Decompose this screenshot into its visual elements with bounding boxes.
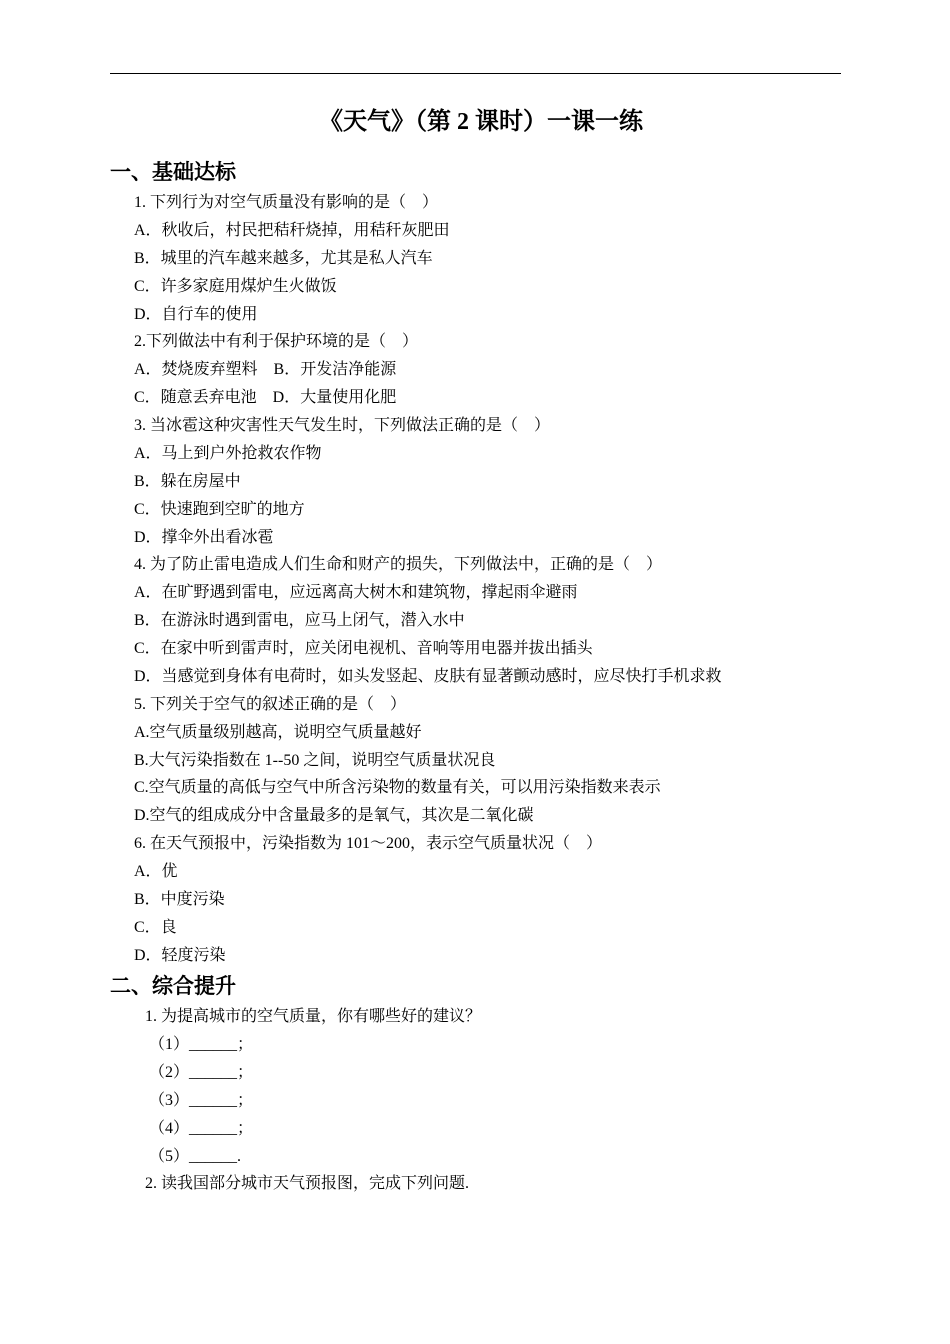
- q3-option-d: D．撑伞外出看冰雹: [134, 529, 274, 546]
- answer-blank-2: （2）______；: [149, 1064, 254, 1081]
- answer-blank-3: （3）______；: [149, 1092, 254, 1109]
- q1-option-c: C．许多家庭用煤炉生火做饭: [134, 278, 337, 295]
- q3-option-c: C．快速跑到空旷的地方: [134, 501, 305, 518]
- q5-option-a: A.空气质量级别越高，说明空气质量越好: [134, 724, 422, 741]
- q6-option-c: C．良: [134, 919, 177, 936]
- q1-option-d: D．自行车的使用: [134, 306, 258, 323]
- header-rule: [110, 73, 841, 74]
- q5-option-b: B.大气污染指数在 1--50 之间，说明空气质量状况良: [134, 752, 496, 769]
- q4-option-b: B．在游泳时遇到雷电，应马上闭气，潜入水中: [134, 612, 465, 629]
- question-4: 4. 为了防止雷电造成人们生命和财产的损失，下列做法中，正确的是（ ）: [134, 556, 663, 573]
- q5-option-c: C.空气质量的高低与空气中所含污染物的数量有关，可以用污染指数来表示: [134, 779, 661, 796]
- q4-option-c: C．在家中听到雷声时，应关闭电视机、音响等用电器并拔出插头: [134, 640, 593, 657]
- q2-options-cd: C．随意丢弃电池 D．大量使用化肥: [134, 389, 397, 406]
- q6-option-b: B．中度污染: [134, 891, 225, 908]
- answer-blank-4: （4）______；: [149, 1120, 254, 1137]
- advanced-question-2: 2. 读我国部分城市天气预报图，完成下列问题.: [145, 1175, 470, 1192]
- question-2: 2.下列做法中有利于保护环境的是（ ）: [134, 333, 419, 350]
- q4-option-a: A．在旷野遇到雷电，应远离高大树木和建筑物，撑起雨伞避雨: [134, 584, 578, 601]
- advanced-question-1: 1. 为提高城市的空气质量，你有哪些好的建议？: [145, 1008, 482, 1025]
- q3-option-a: A．马上到户外抢救农作物: [134, 445, 322, 462]
- q1-option-b: B．城里的汽车越来越多，尤其是私人汽车: [134, 250, 433, 267]
- section-heading-advanced: 二、综合提升: [110, 974, 236, 998]
- q6-option-d: D．轻度污染: [134, 947, 226, 964]
- question-5: 5. 下列关于空气的叙述正确的是（ ）: [134, 696, 407, 713]
- q4-option-d: D．当感觉到身体有电荷时，如头发竖起、皮肤有显著颤动感时，应尽快打手机求救: [134, 668, 722, 685]
- q1-option-a: A．秋收后，村民把秸秆烧掉，用秸秆灰肥田: [134, 222, 450, 239]
- document-title: 《天气》（第 2 课时）一课一练: [319, 109, 643, 135]
- q6-option-a: A．优: [134, 863, 178, 880]
- q2-options-ab: A．焚烧废弃塑料 B．开发洁净能源: [134, 361, 397, 378]
- q5-option-d: D.空气的组成成分中含量最多的是氧气，其次是二氧化碳: [134, 807, 534, 824]
- section-heading-basic: 一、基础达标: [110, 160, 236, 184]
- q3-option-b: B．躲在房屋中: [134, 473, 241, 490]
- question-3: 3. 当冰雹这种灾害性天气发生时，下列做法正确的是（ ）: [134, 417, 551, 434]
- answer-blank-1: （1）______；: [149, 1036, 254, 1053]
- question-6: 6. 在天气预报中，污染指数为 101～200，表示空气质量状况（ ）: [134, 835, 603, 852]
- answer-blank-5: （5）______.: [149, 1148, 242, 1165]
- question-1: 1. 下列行为对空气质量没有影响的是（ ）: [134, 194, 439, 211]
